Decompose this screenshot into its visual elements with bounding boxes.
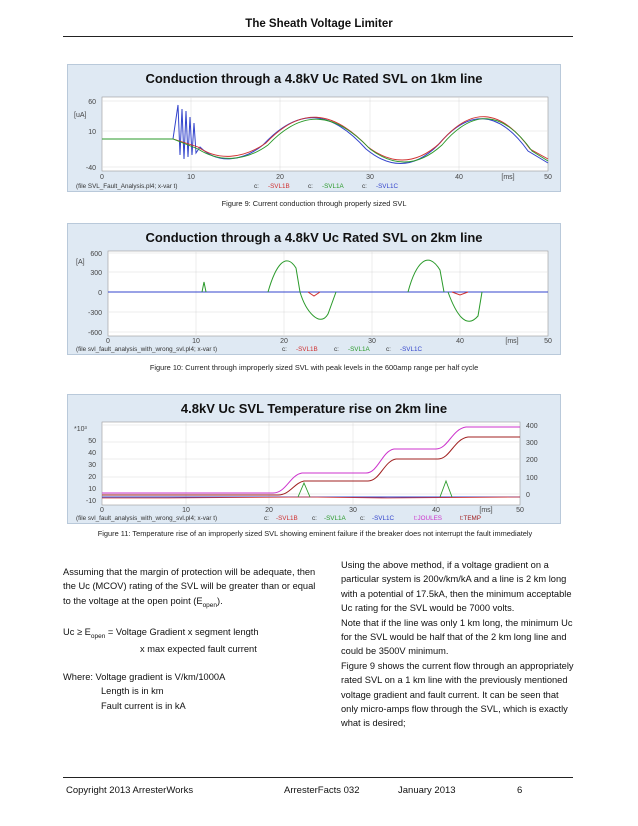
fig9-xtick-2: 20 xyxy=(276,174,284,181)
fig10-file-label: (file svl_fault_analysis_with_wrong_svl.pl4; x-var t) xyxy=(76,346,218,353)
fig9-xtick-1: 10 xyxy=(187,174,195,181)
right-column xyxy=(341,558,575,731)
right-para-1: Using the above method, if a voltage gradient on a particular system is 200v/km/kA and a line is 2 km long with a potential of 17.5kA, then the minimum acceptable Uc rating for the SVL would be 7000 volts. xyxy=(341,560,572,614)
fig11-legend-2-prefix: c: xyxy=(360,515,365,522)
fig11-xtick-2: 20 xyxy=(265,507,273,514)
fig10-yunit: [A] xyxy=(76,259,85,266)
left-para-1: Assuming that the margin of protection will be adequate, then the Uc (MCOV) rating of the SVL will be greater than or equal to the voltage at the open point $(E_{open})$. xyxy=(63,567,316,609)
fig11-legend-4: t:TEMP xyxy=(460,515,481,522)
fig9-ytick-2: -40 xyxy=(85,165,96,172)
fig10-legend-0-prefix: c: xyxy=(282,346,287,353)
figure-9-title: Conduction through a 4.8kV Uc Rated SVL on 1km line xyxy=(145,71,483,86)
fig11-xtick-3: 30 xyxy=(349,507,357,514)
fig10-xtick-2: 20 xyxy=(280,338,288,345)
where-line: Where: Voltage gradient is V/km/1000A xyxy=(63,672,226,683)
fig11-legend-0: -SVL1B xyxy=(276,515,298,522)
figure-10-chart xyxy=(67,223,561,355)
fig9-xtick-4: 40 xyxy=(455,174,463,181)
fig11-legend-3: t:JOULES xyxy=(414,515,442,522)
fig11-xtick-5: 50 xyxy=(516,507,524,514)
fig11-xtick-4: 40 xyxy=(432,507,440,514)
fig10-xtick-5: 50 xyxy=(544,338,552,345)
fig9-ytick-1: 10 xyxy=(88,129,96,136)
fig9-xtick-5: 50 xyxy=(544,174,552,181)
figure-9-chart xyxy=(67,64,561,192)
fig11-legend-2: -SVL1C xyxy=(372,515,395,522)
figure-10-caption: Figure 10: Current through improperly sized SVL with peak levels in the 600amp range per half cycle xyxy=(149,363,479,372)
fig10-ytick-2: 0 xyxy=(98,290,102,297)
fig11-ytick-right-3: 100 xyxy=(526,475,538,482)
footer-rule xyxy=(63,777,573,778)
fig11-ytick-1: 40 xyxy=(88,450,96,457)
fig9-legend-2: -SVL1C xyxy=(376,183,399,190)
fig11-ytick-right-1: 300 xyxy=(526,440,538,447)
figure-11-caption: Figure 11: Temperature rise of an improperly sized SVL showing eminent failure if the breaker does not interrupt the fault immediately xyxy=(97,529,533,538)
fig9-legend-0-prefix: c: xyxy=(254,183,259,190)
fig11-ytick-4: 10 xyxy=(88,486,96,493)
fig9-legend-1-prefix: c: xyxy=(308,183,313,190)
footer-copyright: Copyright 2013 ArresterWorks xyxy=(66,785,194,796)
figure-11-chart xyxy=(67,394,561,524)
fig9-xunit: [ms] xyxy=(501,174,515,181)
left-column xyxy=(63,565,325,713)
fig10-xtick-0: 0 xyxy=(106,338,110,345)
fault-line: Fault current is in kA xyxy=(101,700,186,711)
fig11-legend-0-prefix: c: xyxy=(264,515,269,522)
fig10-xtick-1: 10 xyxy=(192,338,200,345)
fig10-ytick-1: 300 xyxy=(90,270,102,277)
formula-line-2: x max expected fault current xyxy=(140,643,257,654)
fig9-xtick-3: 30 xyxy=(366,174,374,181)
footer-doc: ArresterFacts 032 xyxy=(284,785,360,796)
fig9-ytick-0: 60 xyxy=(88,99,96,106)
right-para-2: Note that if the line was only 1 km long, the minimum Uc for the SVL would be half that of the 2 km long line and could be 3500V minimum. xyxy=(341,617,573,657)
fig10-xtick-3: 30 xyxy=(368,338,376,345)
header-rule xyxy=(63,36,573,37)
fig10-legend-1: -SVL1A xyxy=(348,346,370,353)
fig11-xtick-1: 10 xyxy=(182,507,190,514)
fig11-legend-1: -SVL1A xyxy=(324,515,346,522)
fig10-ytick-3: -300 xyxy=(87,310,102,317)
fig9-yunit: [uA] xyxy=(74,112,87,119)
fig11-ytick-2: 30 xyxy=(88,462,96,469)
fig10-legend-2-prefix: c: xyxy=(386,346,391,353)
fig11-yexp: *10³ xyxy=(74,426,87,433)
fig9-legend-1: -SVL1A xyxy=(322,183,344,190)
page-title: The Sheath Voltage Limiter xyxy=(245,18,393,30)
fig11-ytick-3: 20 xyxy=(88,474,96,481)
fig10-xunit: [ms] xyxy=(505,338,519,345)
fig10-ytick-4: -600 xyxy=(87,330,102,337)
fig11-ytick-0: 50 xyxy=(88,438,96,445)
figure-9-caption: Figure 9: Current conduction through properly sized SVL xyxy=(221,199,407,208)
footer-page-number: 6 xyxy=(517,785,523,796)
fig9-xtick-0: 0 xyxy=(100,174,104,181)
fig11-ytick-right-2: 200 xyxy=(526,457,538,464)
fig11-xtick-0: 0 xyxy=(100,507,104,514)
fig11-legend-1-prefix: c: xyxy=(312,515,317,522)
right-para-3: Figure 9 shows the current flow through an appropriately rated SVL on a 1 km line with the previously mentioned voltage gradient and fault current. It can be seen that only micro-amps flow through the SVL, which is exactly what is desired; xyxy=(341,660,574,729)
formula-line-1: $Uc \ge E_{open}$ = Voltage Gradient x segment length xyxy=(63,626,259,640)
length-line: Length is in km xyxy=(101,686,164,697)
fig11-xunit: [ms] xyxy=(479,507,493,514)
fig10-legend-1-prefix: c: xyxy=(334,346,339,353)
fig9-legend-2-prefix: c: xyxy=(362,183,367,190)
fig9-file-label: (file SVL_Fault_Analysis.pl4; x-var t) xyxy=(76,183,178,190)
fig10-ytick-0: 600 xyxy=(90,251,102,258)
fig9-legend-0: -SVL1B xyxy=(268,183,290,190)
footer-date: January 2013 xyxy=(398,785,456,796)
fig10-legend-0: -SVL1B xyxy=(296,346,318,353)
fig11-ytick-right-4: 0 xyxy=(526,492,530,499)
fig11-ytick-right-0: 400 xyxy=(526,423,538,430)
figure-11-title: 4.8kV Uc SVL Temperature rise on 2km line xyxy=(180,401,448,416)
fig10-legend-2: -SVL1C xyxy=(400,346,423,353)
fig10-xtick-4: 40 xyxy=(456,338,464,345)
figure-10-title: Conduction through a 4.8kV Uc Rated SVL on 2km line xyxy=(145,230,483,245)
fig11-ytick-5: -10 xyxy=(85,498,96,505)
fig11-file-label: (file svl_fault_analysis_with_wrong_svl.pl4; x-var t) xyxy=(76,515,218,522)
